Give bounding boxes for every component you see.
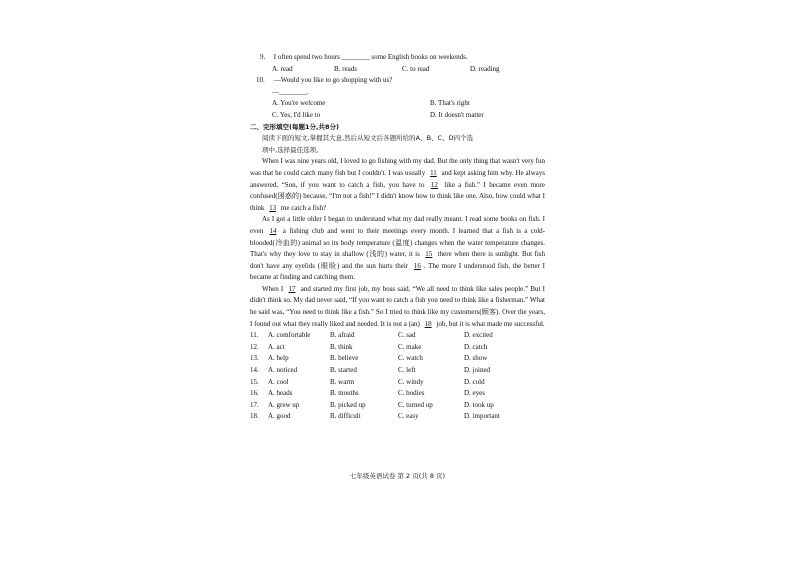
option-b: B. difficult	[330, 412, 361, 421]
option-b: B. picked up	[330, 400, 366, 409]
option-b: B. reads	[334, 64, 357, 73]
option-d: D. excited	[464, 331, 493, 340]
section-instructions: 阅读下面的短文,掌握其大意,然后从短文后各题所给的A、B、C、D四个选	[262, 134, 474, 143]
blank-11: 11	[430, 168, 437, 177]
option-b: B. started	[330, 366, 357, 375]
option-a: A. comfortable	[268, 331, 311, 340]
option-c: C. windy	[398, 377, 424, 386]
blank-13: 13	[269, 203, 277, 212]
passage-text: and started my first job, my boss said, “We all need to think like sales people.” But I didn't think so. My dad never said, “If you want to catch a fish you need to think like a fisherman.” What he said was, “You need to think like a fish.” So I tried to think like my customers(顾客). Over the years, I found out what they really liked and needed. It is not a (an)	[250, 284, 545, 328]
answer-line: —________.	[272, 87, 309, 96]
choice-number: 14.	[250, 366, 259, 375]
choice-number: 15.	[250, 377, 259, 386]
option-d: D. reading	[470, 64, 500, 73]
option-c: C. Yes, I'd like to	[272, 110, 321, 119]
option-d: D. important	[464, 412, 500, 421]
blank-17: 17	[288, 284, 296, 293]
option-c: C. left	[398, 366, 416, 375]
question-stem: —Would you like to go shopping with us?	[273, 76, 393, 85]
passage-paragraph-3	[250, 284, 545, 330]
option-c: C. turned up	[398, 400, 433, 409]
option-d: D. catch	[464, 342, 488, 351]
section-instructions-cont: 项中,选择最佳选项。	[262, 145, 323, 154]
option-d: D. cold	[464, 377, 485, 386]
question-number: 9.	[260, 53, 266, 61]
blank-14: 14	[269, 226, 277, 235]
passage-text: me catch a fish?	[279, 203, 327, 212]
option-d: D. show	[464, 354, 488, 363]
passage-text: a fishing club and went to their meetings every month. I learned that a fish is a cold-blooded(冷血的) animal so its body temperature (温度) changes when the water temperature changes. That's why they love to stay in shallow (浅的) water, it is	[250, 226, 545, 259]
option-a: A. cool	[268, 377, 289, 386]
section-title: 二、完形填空(每题1分,共8分)	[250, 122, 339, 131]
option-c: C. easy	[398, 412, 419, 421]
choice-number: 13.	[250, 354, 259, 363]
question-9	[250, 52, 545, 64]
option-d: D. took up	[464, 400, 494, 409]
option-b: B. That's right	[430, 99, 470, 108]
option-d: D. joined	[464, 366, 491, 375]
option-d: D. It doesn't matter	[430, 110, 484, 119]
option-d: D. eyes	[464, 389, 485, 398]
choice-number: 11.	[250, 331, 259, 340]
passage-text: When I was nine years old, I loved to go fishing with my dad. But the only thing that wasn't very fun was that he could catch many fish but I couldn't. I was usually	[250, 157, 545, 177]
option-b: B. believe	[330, 354, 359, 363]
passage-text: . The more I understood fish, the better I became at finding and catching them.	[250, 261, 545, 282]
choice-row	[250, 377, 545, 389]
passage-text: like a fish.” I became even more confused(困惑的) because, “I'm not a fish!” I didn't know how to think like one. Also, how could what I think	[250, 180, 545, 212]
option-b: B. warm	[330, 377, 355, 386]
passage-text: and kept asking him why. He always answered, “Son, if you want to catch a fish, you have to	[250, 168, 545, 189]
choice-row	[250, 342, 545, 354]
passage-text: job, but it is what made me successful.	[434, 319, 545, 328]
option-a: A. grew up	[268, 400, 300, 409]
choice-number: 17.	[250, 400, 259, 409]
option-b: B. think	[330, 342, 353, 351]
question-10-options-row2	[250, 110, 545, 122]
option-a: A. act	[268, 342, 285, 351]
question-stem: I often spend two hours ________ some English books on weekends.	[273, 53, 468, 61]
option-a: A. You're welcome	[272, 99, 326, 108]
option-b: B. afraid	[330, 331, 355, 340]
question-number: 10.	[256, 76, 265, 85]
choice-row	[250, 388, 545, 400]
question-10-options-row1	[250, 98, 545, 110]
choice-number: 12.	[250, 342, 259, 351]
option-c: C. sad	[398, 331, 416, 340]
option-a: A. heads	[268, 389, 293, 398]
passage-text: As I got a little older I began to understand what my dad really meant. I read some books on fish. I even	[250, 215, 545, 235]
passage-text: there when there is sunlight. But fish don't have any eyelids (眼睑) and the sun hurts their	[250, 250, 545, 270]
option-a: A. good	[268, 412, 291, 421]
blank-18: 18	[424, 319, 432, 328]
page-footer: 七年级英语试卷 第 2 页(共 8 页)	[349, 472, 446, 480]
choice-number: 18.	[250, 412, 259, 421]
choices-list	[250, 330, 545, 423]
question-10	[250, 75, 545, 87]
choice-number: 16.	[250, 389, 259, 398]
passage-paragraph-2	[250, 214, 545, 284]
option-c: C. to read	[402, 64, 430, 73]
blank-16: 16	[413, 261, 421, 270]
option-b: B. mouths	[330, 389, 359, 398]
choice-row	[250, 353, 545, 365]
choice-row	[250, 365, 545, 377]
option-a: A. help	[268, 354, 289, 363]
option-c: C. watch	[398, 354, 423, 363]
option-c: C. make	[398, 342, 422, 351]
exam-sheet	[250, 52, 545, 480]
option-a: A. read	[272, 64, 293, 73]
choice-row	[250, 330, 545, 342]
question-9-options	[250, 64, 545, 76]
passage-paragraph-1	[250, 156, 545, 214]
option-a: A. noticed	[268, 366, 298, 375]
option-c: C. bodies	[398, 389, 425, 398]
blank-15: 15	[425, 250, 433, 259]
choice-row	[250, 400, 545, 412]
choice-row	[250, 411, 545, 423]
passage-text: When I	[262, 284, 286, 293]
blank-12: 12	[430, 180, 438, 189]
